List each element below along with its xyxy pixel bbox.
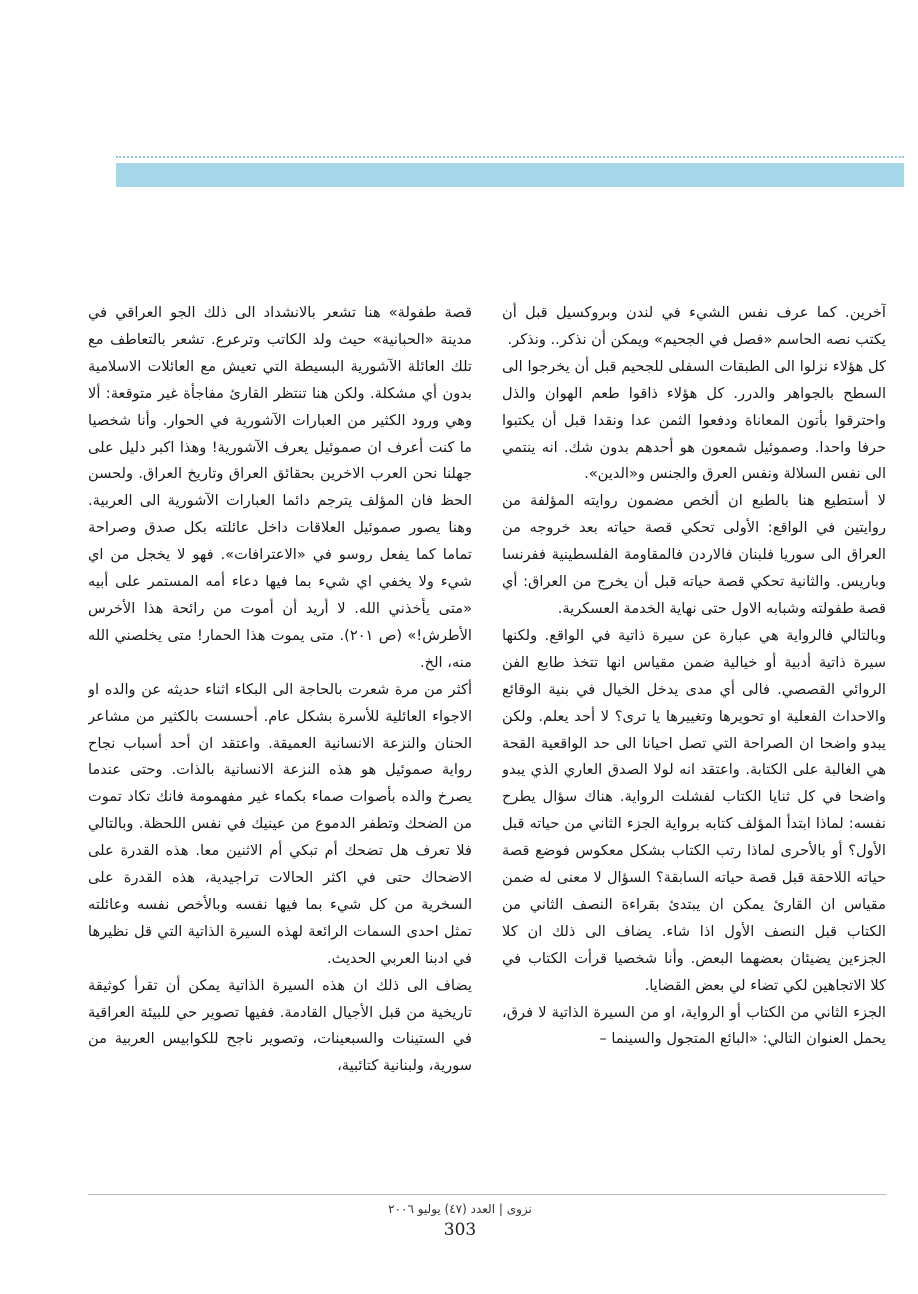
paragraph: لا أستطيع هنا بالطبع ان ألخص مضمون روايته المؤلفة من روايتين في الواقع: الأولى تحكي قصة حياته بعد خروجه من العراق الى سوريا فلبنان فالاردن فالمقاومة الفلسطينية ففرنسا وباريس. والثانية تحكي قصة حياته قبل أن يخرج من العراق: أي قصة طفولته وشبابه الاول حتى نهاية الخدمة العسكرية. [502,492,886,617]
page-number: 303 [443,1220,477,1240]
header-dotted-rule [116,156,904,158]
right-text-column [502,300,886,1160]
header-color-band [116,163,904,187]
paragraph: يضاف الى ذلك ان هذه السيرة الذاتية يمكن أن تقرأ كوثيقة تاريخية من قبل الأجيال القادمة. ففيها تصوير حي للبيئة العراقية في الستينات والسبعينات، وتصوير ناجح للكوابيس العربية من سورية، ولبنانية كتائبية، [88,976,472,1075]
paragraph: قصة طفولة» هنا تشعر بالانشداد الى ذلك الجو العراقي في مدينة «الحبانية» حيث ولد الكاتب وترعرع. تشعر بالتعاطف مع تلك العائلة الآشورية البسيطة التي تعيش مع العائلات الاسلامية بدون أي مشكلة. ولكن هنا تنتظر القارئ مفاجأة غير متوقعة: ألا وهي ورود الكثير من العبارات الآشورية في الحوار. وأنا شخصيا ما كنت أعرف ان صموئيل يعرف الآشورية! وهذا اكبر دليل على جهلنا نحن العرب الاخرين بحقائق العراق وتاريخ العراق. ولحسن الحظ فان المؤلف يترجم دائما العبارات الآشورية الى العربية. وهنا يصور صموئيل العلاقات داخل عائلته بكل صدق وصراحة تماما كما يفعل روسو في «الاعترافات». فهو لا يخجل من اي شيء ولا يخفي اي شيء بما فيها دعاء أمه المستمر على أبيه «متى يأخذني الله. لا أريد أن أموت من رائحة هذا الأخرس الأطرش!» (ص ٢٠١). متى يموت هذا الحمار! متى يخلصني الله منه، الخ. [88,304,472,671]
journal-issue-info: نزوى | العدد (٤٧) يوليو ٢٠٠٦ [388,1202,532,1216]
paragraph: الجزء الثاني من الكتاب أو الرواية، او من السيرة الذاتية لا فرق، يحمل العنوان التالي: «البائع المتجول والسينما – [502,1003,886,1048]
footer-rule [88,1194,886,1195]
left-text-column [88,300,472,1160]
paragraph: آخرين. كما عرف نفس الشيء في لندن وبروكسيل قبل أن يكتب نصه الحاسم «فصل في الجحيم» ويمكن أن نذكر.. ونذكر. [502,304,886,348]
paragraph: أكثر من مرة شعرت بالحاجة الى البكاء اثناء حديثه عن والده او الاجواء العائلية للأسرة بشكل عام. أحسست بالكثير من مشاعر الحنان والنزعة الانسانية العميقة. واعتقد ان أحد أسباب نجاح رواية صموئيل هو هذه النزعة الانسانية بالذات. وحتى عندما يصرخ والده بأصوات صماء بكماء غير مفهمومة فانك تكاد تموت من الضحك وتطفر الدموع من عينيك في نفس اللحظة. وبالتالي فلا تعرف هل تضحك أم تبكي أم الاثنين معا. هذه القدرة على الاضحاك حتى في اكثر الحالات تراجيدية، هذه القدرة على السخرية من كل شيء بما فيها نفسه وبالأخص نفسه وعائلته تمثل احدى السمات الرائعة لهذه السيرة الذاتية التي قل نظيرها في ادبنا العربي الحديث. [88,680,472,967]
paragraph: كل هؤلاء نزلوا الى الطبقات السفلى للجحيم قبل أن يخرجوا الى السطح بالجواهر والدرر. كل هؤلاء ذاقوا طعم الهوان والذل واحترقوا بأتون المعاناة ودفعوا الثمن عدا ونقدا قبل أن يكتبوا حرفا واحدا. وصموئيل شمعون هو أحدهم بدون شك. انه ينتمي الى نفس السلالة ونفس العرق والجنس و«الدين». [502,357,886,483]
paragraph: وبالتالي فالرواية هي عبارة عن سيرة ذاتية في الواقع. ولكنها سيرة ذاتية أدبية أو خيالية ضمن مقياس انها تتخذ طابع الفن الروائي القصصي. فالى أي مدى يدخل الخيال في بنية الوقائع والاحداث الفعلية او تحويرها وتغييرها يا ترى؟ لا أحد يعلم. ولكن يبدو واضحا ان الصراحة التي تصل احيانا الى حد الواقعية القحة هي الغالبة على الكتابة. واعتقد انه لولا الصدق العاري الذي يبدو واضحا في كل ثنايا الكتاب لفشلت الرواية. هناك سؤال يطرح نفسه: لماذا ابتدأ المؤلف كتابه برواية الجزء الثاني من حياته قبل الأول؟ أو بالأحرى لماذا رتب الكتاب بشكل معكوس فوضع قصة حياته اللاحقة قبل قصة حياته السابقة؟ السؤال لا معنى له ضمن مقياس ان القارئ يمكن ان يبتدئ بقراءة النصف الثاني من الكتاب قبل النصف الأول اذا شاء. يضاف الى ذلك ان كلا الجزءين يضيئان بعضهما البعض. وأنا شخصيا قرأت الكتاب في كلا الاتجاهين لكي تضاء لي بعض القضايا. [502,626,886,994]
